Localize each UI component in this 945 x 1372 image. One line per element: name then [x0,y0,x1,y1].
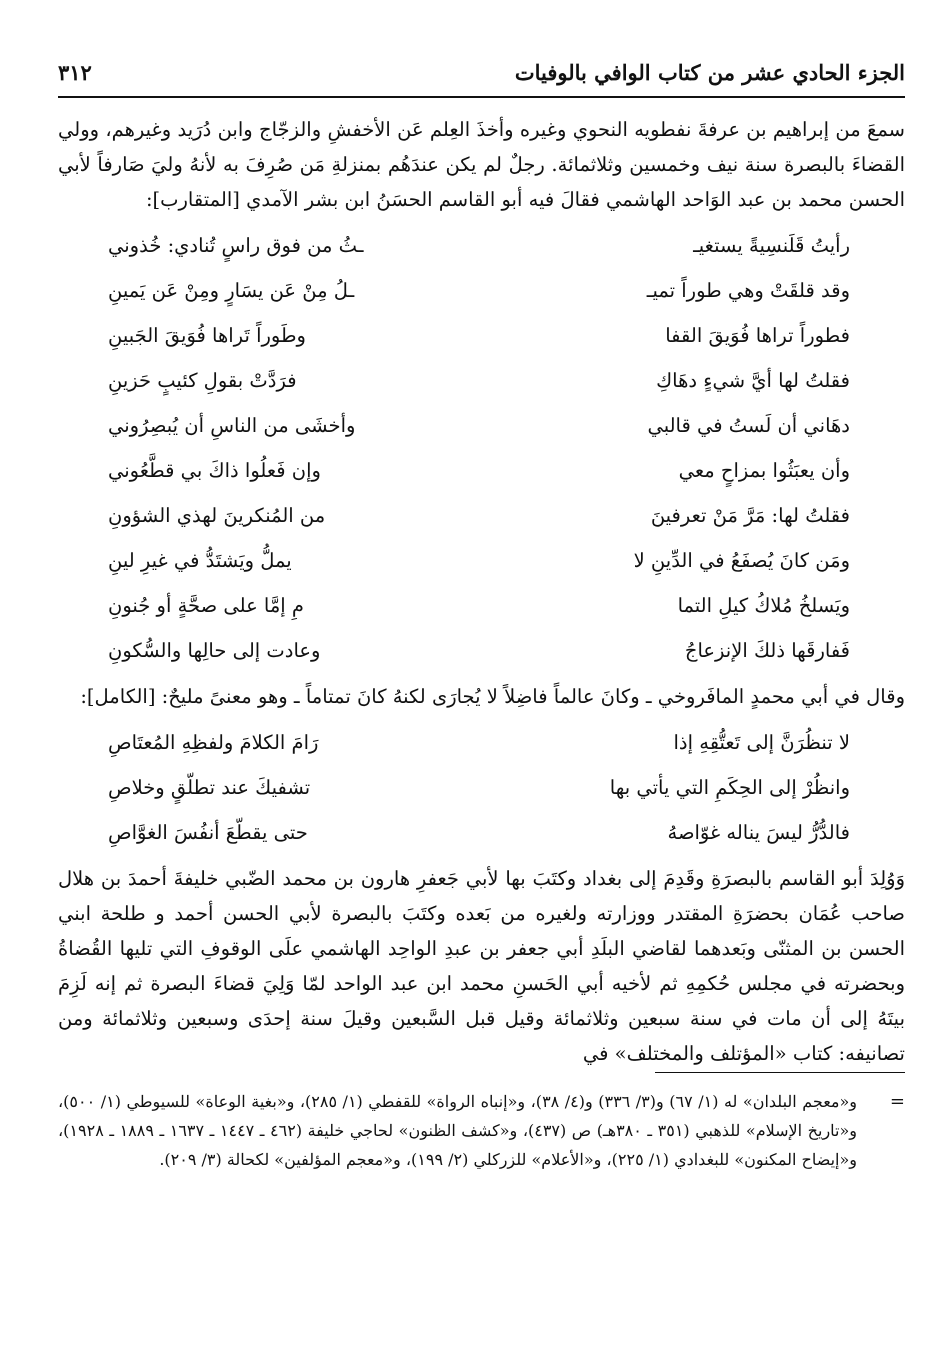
first-hemistich: وانظُرْ إلى الحِكَمِ التي يأتي بها [609,776,850,799]
paragraph-1: سمعَ من إبراهيم بن عرفةَ نفطويه النحوي وغيره وأخذَ العِلم عَن الأخفشِ والزجّاج وابن دُرَيد وغيرهم، وولي القضاءَ بالبصرة سنة نيف وخمسين وثلاثمائة. رجلٌ لم يكن عندَهُم بمنزلةِ مَن صُرِفَ به لأنهُ وليَ صَارفاً لأبي الحسن محمد بن عبد الوَاحد الهاشمي فقالَ فيه أبو القاسم الحسَنُ ابن بشر الآمدي [المتقارب]: [58,118,905,211]
footnote-text: و«معجم البلدان» له (١/ ٦٧) و(٣/ ٣٣٦) و(٤/ ٣٨)، و«إنباه الرواة» للقفطي (١/ ٢٨٥)، و«بغية الوعاة» للسيوطي (١/ ٥٠٠)، و«تاريخ الإسلام» للذهبي (٣٥١ ـ ٣٨٠هـ) ص (٤٣٧)، و«كشف الظنون» لحاجي خليفة (٤٦٢ ـ ١٤٤٧ ـ ١٦٣٧ ـ ١٨٨٩ ـ ١٩٢٨)، و«إيضاح المكنون» للبغدادي (١/ ٢٢٥)، و«الأعلام» للزركلي (٢/ ١٩٩)، و«معجم المؤلفين» لكحالة (٣/ ٢٠٩). [58,1092,858,1169]
first-hemistich: فقلتُ لها: مَرَّ مَنْ تعرفينَ [650,504,850,527]
running-title: الجزء الحادي عشر من كتاب الوافي بالوفيات [514,59,905,85]
first-hemistich: ومَن كانَ يُصفَعُ في الدِّينِ لا [633,549,850,572]
running-head [58,52,905,92]
verse-line [58,810,905,855]
second-hemistich: وعادت إلى حالِها والسُّكونِ [108,639,321,662]
footnote-rule [655,1072,905,1073]
verse-line [58,720,905,765]
main-text [58,112,905,1071]
second-hemistich: وإن فَعلُوا ذاكَ بي قطَّعُوني [108,459,321,482]
poem-mutaqarib [58,223,905,673]
footnote [58,1087,905,1174]
first-hemistich: دهَاني أن لَستُ في قالبي [647,414,850,437]
first-hemistich: لا تنظُرَنَّ إلى تَعتُّقِهِ إذا [673,731,850,754]
first-hemistich: رأيتُ قَلَنسِيةً يستغيـ [693,234,850,257]
footnote-area [58,1072,905,1174]
header-rule [58,96,905,98]
verse-line [58,313,905,358]
first-hemistich: فالدُّرُّ ليسَ يناله غوّاصهُ [667,821,850,844]
second-hemistich: تشفيكَ عند تطلّقٍ وخلاصِ [108,776,311,799]
verse-line [58,268,905,313]
verse-line [58,403,905,448]
verse-line [58,765,905,810]
footnote-marker: = [889,1091,905,1112]
verse-line [58,583,905,628]
second-hemistich: رَامَ الكلامَ ولفظِهِ المُعتَاصِ [108,731,319,754]
verse-line [58,493,905,538]
second-hemistich: ـلُ مِنْ عَن يسَارٍ ومِنْ عَن يَمينِ [108,279,355,302]
second-hemistich: مِ إمَّا على صحَّةٍ أو جُنونِ [108,594,304,617]
first-hemistich: فقلتُ لها أيَّ شيءٍ دهَاكِ [656,369,850,392]
first-hemistich: فطوراً تراها فُوَيقَ القفا [665,324,850,347]
second-hemistich: ـثُ من فوق راسٍ تُنادي: خُذوني [108,234,364,257]
first-hemistich: فَفارقَها ذلكَ الإنزعاجُ [684,639,850,662]
second-hemistich: وأخشَى من الناسِ أن يُبصِرُوني [108,414,356,437]
second-hemistich: حتى يقطّعَ أنفُسَ الغوَّاصِ [108,821,308,844]
verse-line [58,538,905,583]
verse-line [58,448,905,493]
second-hemistich: فرَدَّتْ بقولِ كئيبٍ حَزينِ [108,369,297,392]
second-hemistich: وطَوراً تَراها فُوَيقَ الجَبينِ [108,324,306,347]
paragraph-3: وَوُلِدَ أبو القاسم بالبصرَةِ وقَدِمَ إلى بغداد وكتَبَ بها لأبي جَعفرِ هارون بن محمد الضّبي خليفةَ أحمدَ بن هلال صاحب عُمَان بحضرَةِ المقتدر ووزارته ولغيره من بَعده وكتَبَ بالبصرة لأبي الحسن أحمد و طلحة ابني الحسن بن المثنّى وبَعدهما لقاضي البلَدِ أبي جعفر بن عبدِ الواحِد الهاشمي علَى الوقوفِ التي تليها القُضاةُ وبحضرته في مجلس حُكمِهِ ثم لأخيه أبي الحَسنِ محمد ابن عبد الواحد لمّا وَلِيَ قضاءَ البصرة ثم إنه لَزِمَ بيتَهُ إلى أن مات في سنة سبعين وثلاثمائة وقيل قبل السَّبعين وقيلَ سنة إحدَى وسبعين وثلاثمائة ومن تصانيفه: كتاب «المؤتلف والمختلف» في [58,867,905,1065]
first-hemistich: وأن يعبَثُوا بمزاحٍ معي [678,459,850,482]
poem-kamil [58,720,905,855]
verse-line [58,358,905,403]
second-hemistich: يملُّ ويَشتَدُّ في غيرِ لينِ [108,549,292,572]
first-hemistich: ويَسلخُ مُلاكُ كيلِ التما [677,594,850,617]
first-hemistich: وقد قلقَتْ وهي طوراً تميـ [646,279,850,302]
second-hemistich: من المُنكرينَ لهذي الشؤونِ [108,504,326,527]
verse-line [58,223,905,268]
verse-line [58,628,905,673]
paragraph-2: وقال في أبي محمدٍ المافَروخي ـ وكانَ عالماً فاضِلاً لا يُجارَى لكنهُ كانَ تمتاماً ـ وهو معنىً مليحٌ: [الكامل]: [80,685,905,708]
page-number: ٣١٢ [58,59,92,85]
